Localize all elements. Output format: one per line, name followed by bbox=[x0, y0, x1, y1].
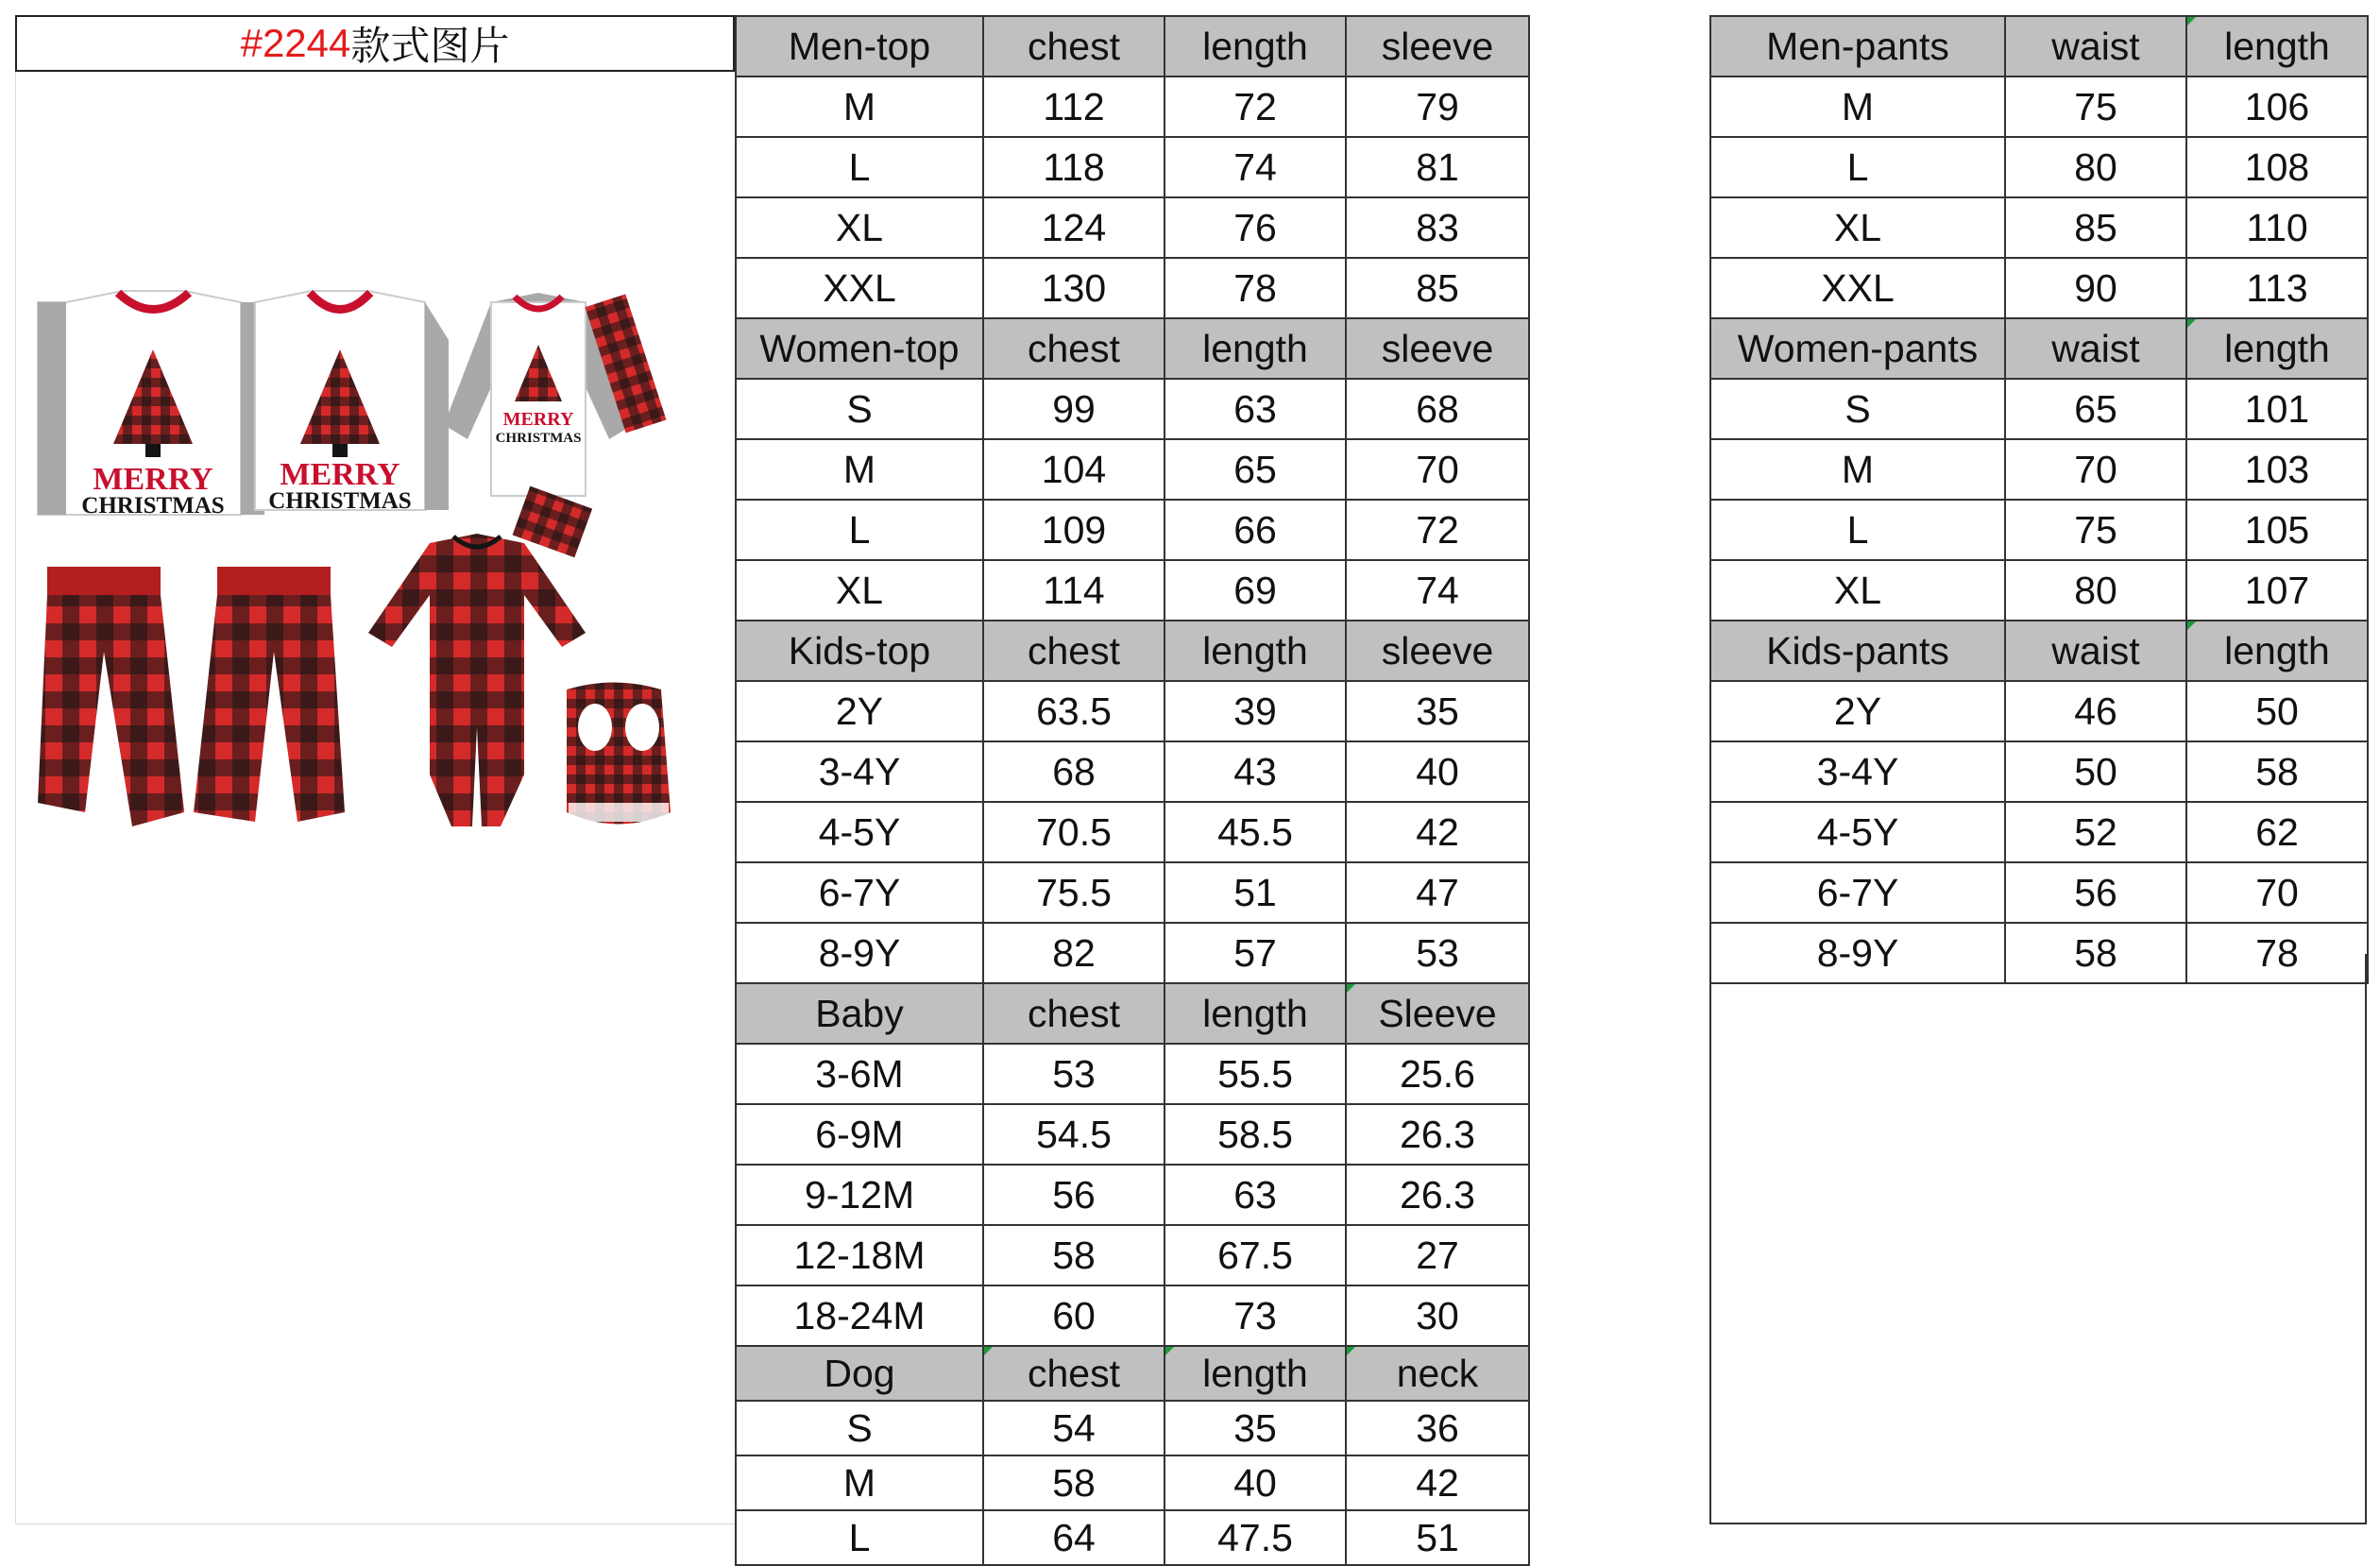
tops-value-cell: 99 bbox=[983, 379, 1164, 439]
pants-header-cell: Men-pants bbox=[1710, 16, 2005, 77]
tops-value-cell: 79 bbox=[1346, 77, 1529, 137]
pants-value-cell: 80 bbox=[2005, 560, 2186, 621]
tops-size-table bbox=[735, 15, 1530, 1566]
tops-value-cell: 58 bbox=[983, 1455, 1164, 1510]
tops-value-cell: 67.5 bbox=[1164, 1225, 1346, 1285]
tops-value-cell: 60 bbox=[983, 1285, 1164, 1346]
pants-value-cell: L bbox=[1710, 500, 2005, 560]
tops-size-row bbox=[736, 923, 1529, 983]
tops-value-cell: 6-9M bbox=[736, 1104, 983, 1165]
tops-value-cell: XL bbox=[736, 560, 983, 621]
tops-header-cell: chest bbox=[983, 318, 1164, 379]
title-cell bbox=[15, 15, 735, 72]
pants-size-row bbox=[1710, 741, 2368, 802]
tops-value-cell: 53 bbox=[983, 1044, 1164, 1104]
tops-value-cell: 118 bbox=[983, 137, 1164, 197]
tops-header-cell: length bbox=[1164, 318, 1346, 379]
tops-value-cell: 112 bbox=[983, 77, 1164, 137]
tops-header-cell: Baby bbox=[736, 983, 983, 1044]
tops-header-cell: chest bbox=[983, 983, 1164, 1044]
tops-size-row bbox=[736, 1165, 1529, 1225]
tops-value-cell: 63.5 bbox=[983, 681, 1164, 741]
pants-value-cell: S bbox=[1710, 379, 2005, 439]
tops-size-row bbox=[736, 77, 1529, 137]
pants-value-cell: XL bbox=[1710, 560, 2005, 621]
tops-value-cell: 56 bbox=[983, 1165, 1164, 1225]
tops-value-cell: 2Y bbox=[736, 681, 983, 741]
tops-size-row bbox=[736, 500, 1529, 560]
tops-value-cell: 78 bbox=[1164, 258, 1346, 318]
tops-size-row bbox=[736, 681, 1529, 741]
tops-value-cell: S bbox=[736, 379, 983, 439]
tops-header-row bbox=[736, 621, 1529, 681]
tops-value-cell: 82 bbox=[983, 923, 1164, 983]
print-text-christmas: CHRISTMAS bbox=[495, 431, 582, 446]
pants-value-cell: 80 bbox=[2005, 137, 2186, 197]
pants-size-table bbox=[1709, 15, 2369, 984]
product-photo bbox=[28, 283, 680, 860]
tops-size-row bbox=[736, 1510, 1529, 1565]
tops-value-cell: 64 bbox=[983, 1510, 1164, 1565]
tops-value-cell: 12-18M bbox=[736, 1225, 983, 1285]
tops-value-cell: 39 bbox=[1164, 681, 1346, 741]
pants-value-cell: 113 bbox=[2186, 258, 2368, 318]
tops-value-cell: 3-6M bbox=[736, 1044, 983, 1104]
tops-value-cell: 9-12M bbox=[736, 1165, 983, 1225]
tops-value-cell: 75.5 bbox=[983, 862, 1164, 923]
tops-value-cell: L bbox=[736, 500, 983, 560]
pants-value-cell: XXL bbox=[1710, 258, 2005, 318]
tops-size-row bbox=[736, 1455, 1529, 1510]
tops-value-cell: 51 bbox=[1346, 1510, 1529, 1565]
print-text-christmas: CHRISTMAS bbox=[81, 493, 225, 519]
tops-value-cell: 3-4Y bbox=[736, 741, 983, 802]
pants-value-cell: 107 bbox=[2186, 560, 2368, 621]
kids-tee-image bbox=[444, 293, 667, 557]
tops-size-row bbox=[736, 258, 1529, 318]
tops-size-row bbox=[736, 560, 1529, 621]
tops-value-cell: 83 bbox=[1346, 197, 1529, 258]
tops-value-cell: 26.3 bbox=[1346, 1165, 1529, 1225]
tops-value-cell: 70.5 bbox=[983, 802, 1164, 862]
pants-value-cell: M bbox=[1710, 77, 2005, 137]
tops-value-cell: 76 bbox=[1164, 197, 1346, 258]
tops-value-cell: 35 bbox=[1164, 1401, 1346, 1455]
tops-value-cell: 70 bbox=[1346, 439, 1529, 500]
tops-value-cell: 47 bbox=[1346, 862, 1529, 923]
tops-size-row bbox=[736, 1285, 1529, 1346]
print-text-merry: MERRY bbox=[93, 462, 213, 497]
tops-header-row bbox=[736, 1346, 1529, 1401]
pants-value-cell: 75 bbox=[2005, 500, 2186, 560]
style-code: #2244 bbox=[240, 21, 351, 65]
tops-value-cell: 63 bbox=[1164, 379, 1346, 439]
tops-value-cell: 69 bbox=[1164, 560, 1346, 621]
tops-value-cell: 104 bbox=[983, 439, 1164, 500]
tops-value-cell: M bbox=[736, 439, 983, 500]
tops-size-row bbox=[736, 1104, 1529, 1165]
tops-size-row bbox=[736, 1401, 1529, 1455]
pants-header-cell: Women-pants bbox=[1710, 318, 2005, 379]
women-tee-image bbox=[255, 291, 449, 514]
tops-header-cell: sleeve bbox=[1346, 16, 1529, 77]
tops-header-cell: Men-top bbox=[736, 16, 983, 77]
pants-size-row bbox=[1710, 77, 2368, 137]
tops-size-row bbox=[736, 862, 1529, 923]
tops-header-cell: chest bbox=[983, 621, 1164, 681]
tops-size-row bbox=[736, 439, 1529, 500]
pants-value-cell: 4-5Y bbox=[1710, 802, 2005, 862]
pants-header-cell: waist bbox=[2005, 621, 2186, 681]
tops-value-cell: 55.5 bbox=[1164, 1044, 1346, 1104]
pants-value-cell: 58 bbox=[2005, 923, 2186, 983]
baby-romper-image bbox=[368, 534, 586, 826]
tops-value-cell: L bbox=[736, 1510, 983, 1565]
tops-value-cell: 74 bbox=[1346, 560, 1529, 621]
pants-value-cell: L bbox=[1710, 137, 2005, 197]
tops-value-cell: 6-7Y bbox=[736, 862, 983, 923]
pants-value-cell: 108 bbox=[2186, 137, 2368, 197]
tops-value-cell: 74 bbox=[1164, 137, 1346, 197]
women-pants-image bbox=[194, 567, 345, 822]
tops-header-cell: length bbox=[1164, 621, 1346, 681]
tops-value-cell: 42 bbox=[1346, 1455, 1529, 1510]
tops-value-cell: 4-5Y bbox=[736, 802, 983, 862]
tops-value-cell: 114 bbox=[983, 560, 1164, 621]
empty-cell-area bbox=[1709, 954, 2367, 1524]
tops-header-cell: neck bbox=[1346, 1346, 1529, 1401]
pants-value-cell: 78 bbox=[2186, 923, 2368, 983]
tops-size-row bbox=[736, 379, 1529, 439]
tops-value-cell: 45.5 bbox=[1164, 802, 1346, 862]
print-text-merry: MERRY bbox=[280, 457, 400, 492]
tops-header-cell: chest bbox=[983, 1346, 1164, 1401]
pants-header-cell: length bbox=[2186, 621, 2368, 681]
tops-value-cell: 58 bbox=[983, 1225, 1164, 1285]
tops-header-cell: length bbox=[1164, 1346, 1346, 1401]
tops-value-cell: 58.5 bbox=[1164, 1104, 1346, 1165]
tops-value-cell: 66 bbox=[1164, 500, 1346, 560]
tops-value-cell: 26.3 bbox=[1346, 1104, 1529, 1165]
pants-value-cell: 3-4Y bbox=[1710, 741, 2005, 802]
pants-value-cell: 106 bbox=[2186, 77, 2368, 137]
pants-size-row bbox=[1710, 560, 2368, 621]
pants-size-row bbox=[1710, 802, 2368, 862]
pants-value-cell: 101 bbox=[2186, 379, 2368, 439]
tops-header-cell: Women-top bbox=[736, 318, 983, 379]
pants-size-row bbox=[1710, 681, 2368, 741]
tops-value-cell: S bbox=[736, 1401, 983, 1455]
tops-header-row bbox=[736, 318, 1529, 379]
tops-header-cell: sleeve bbox=[1346, 318, 1529, 379]
tops-value-cell: 42 bbox=[1346, 802, 1529, 862]
tops-value-cell: 63 bbox=[1164, 1165, 1346, 1225]
tops-value-cell: 72 bbox=[1164, 77, 1346, 137]
pants-header-row bbox=[1710, 621, 2368, 681]
pants-value-cell: 75 bbox=[2005, 77, 2186, 137]
tops-value-cell: 8-9Y bbox=[736, 923, 983, 983]
tops-value-cell: L bbox=[736, 137, 983, 197]
print-text-merry: MERRY bbox=[502, 409, 574, 430]
pants-header-cell: waist bbox=[2005, 16, 2186, 77]
tops-header-cell: Kids-top bbox=[736, 621, 983, 681]
tops-header-cell: length bbox=[1164, 983, 1346, 1044]
title-suffix: 款式图片 bbox=[350, 24, 510, 68]
pants-size-row bbox=[1710, 439, 2368, 500]
tops-value-cell: 27 bbox=[1346, 1225, 1529, 1285]
tops-value-cell: 40 bbox=[1164, 1455, 1346, 1510]
print-text-christmas: CHRISTMAS bbox=[268, 488, 412, 514]
tops-value-cell: 43 bbox=[1164, 741, 1346, 802]
pants-value-cell: 8-9Y bbox=[1710, 923, 2005, 983]
tops-value-cell: 51 bbox=[1164, 862, 1346, 923]
tops-value-cell: 47.5 bbox=[1164, 1510, 1346, 1565]
tops-value-cell: 57 bbox=[1164, 923, 1346, 983]
tops-size-row bbox=[736, 741, 1529, 802]
pants-value-cell: 52 bbox=[2005, 802, 2186, 862]
tops-value-cell: M bbox=[736, 1455, 983, 1510]
pants-value-cell: M bbox=[1710, 439, 2005, 500]
pants-size-row bbox=[1710, 379, 2368, 439]
tops-header-cell: sleeve bbox=[1346, 621, 1529, 681]
tops-header-cell: Dog bbox=[736, 1346, 983, 1401]
pants-value-cell: XL bbox=[1710, 197, 2005, 258]
tops-size-row bbox=[736, 197, 1529, 258]
pants-value-cell: 103 bbox=[2186, 439, 2368, 500]
pants-header-row bbox=[1710, 318, 2368, 379]
tops-value-cell: 73 bbox=[1164, 1285, 1346, 1346]
pants-size-row bbox=[1710, 500, 2368, 560]
tops-value-cell: 36 bbox=[1346, 1401, 1529, 1455]
tops-value-cell: 54 bbox=[983, 1401, 1164, 1455]
pants-value-cell: 46 bbox=[2005, 681, 2186, 741]
pants-header-cell: length bbox=[2186, 318, 2368, 379]
pants-value-cell: 110 bbox=[2186, 197, 2368, 258]
tops-value-cell: XXL bbox=[736, 258, 983, 318]
tops-value-cell: 65 bbox=[1164, 439, 1346, 500]
tops-size-row bbox=[736, 137, 1529, 197]
tops-value-cell: 53 bbox=[1346, 923, 1529, 983]
pants-size-row bbox=[1710, 197, 2368, 258]
tops-value-cell: 40 bbox=[1346, 741, 1529, 802]
pants-value-cell: 70 bbox=[2186, 862, 2368, 923]
pants-value-cell: 50 bbox=[2186, 681, 2368, 741]
pants-value-cell: 70 bbox=[2005, 439, 2186, 500]
tops-header-cell: chest bbox=[983, 16, 1164, 77]
tops-header-row bbox=[736, 16, 1529, 77]
tops-value-cell: 124 bbox=[983, 197, 1164, 258]
pants-value-cell: 56 bbox=[2005, 862, 2186, 923]
pants-header-cell: length bbox=[2186, 16, 2368, 77]
men-pants-image bbox=[38, 567, 184, 826]
tops-value-cell: 130 bbox=[983, 258, 1164, 318]
tops-value-cell: 18-24M bbox=[736, 1285, 983, 1346]
tops-header-cell: length bbox=[1164, 16, 1346, 77]
tops-size-row bbox=[736, 1225, 1529, 1285]
men-tee-image bbox=[38, 291, 264, 519]
tops-value-cell: 85 bbox=[1346, 258, 1529, 318]
tops-value-cell: 109 bbox=[983, 500, 1164, 560]
pants-value-cell: 2Y bbox=[1710, 681, 2005, 741]
pants-value-cell: 65 bbox=[2005, 379, 2186, 439]
pants-header-cell: Kids-pants bbox=[1710, 621, 2005, 681]
pants-value-cell: 58 bbox=[2186, 741, 2368, 802]
pants-size-row bbox=[1710, 258, 2368, 318]
pants-header-cell: waist bbox=[2005, 318, 2186, 379]
pants-header-row bbox=[1710, 16, 2368, 77]
pants-value-cell: 105 bbox=[2186, 500, 2368, 560]
tops-value-cell: 68 bbox=[983, 741, 1164, 802]
pants-size-row bbox=[1710, 137, 2368, 197]
tops-value-cell: 72 bbox=[1346, 500, 1529, 560]
tops-header-row bbox=[736, 983, 1529, 1044]
dog-shirt-image bbox=[567, 683, 671, 825]
tops-value-cell: 25.6 bbox=[1346, 1044, 1529, 1104]
pants-value-cell: 90 bbox=[2005, 258, 2186, 318]
tops-value-cell: 35 bbox=[1346, 681, 1529, 741]
tops-value-cell: 81 bbox=[1346, 137, 1529, 197]
tops-value-cell: 54.5 bbox=[983, 1104, 1164, 1165]
tops-header-cell: Sleeve bbox=[1346, 983, 1529, 1044]
pants-value-cell: 62 bbox=[2186, 802, 2368, 862]
tops-value-cell: XL bbox=[736, 197, 983, 258]
pants-value-cell: 85 bbox=[2005, 197, 2186, 258]
pants-value-cell: 50 bbox=[2005, 741, 2186, 802]
tops-size-row bbox=[736, 1044, 1529, 1104]
tops-value-cell: 68 bbox=[1346, 379, 1529, 439]
tops-value-cell: M bbox=[736, 77, 983, 137]
tops-value-cell: 30 bbox=[1346, 1285, 1529, 1346]
tops-size-row bbox=[736, 802, 1529, 862]
pants-size-row bbox=[1710, 862, 2368, 923]
pants-value-cell: 6-7Y bbox=[1710, 862, 2005, 923]
